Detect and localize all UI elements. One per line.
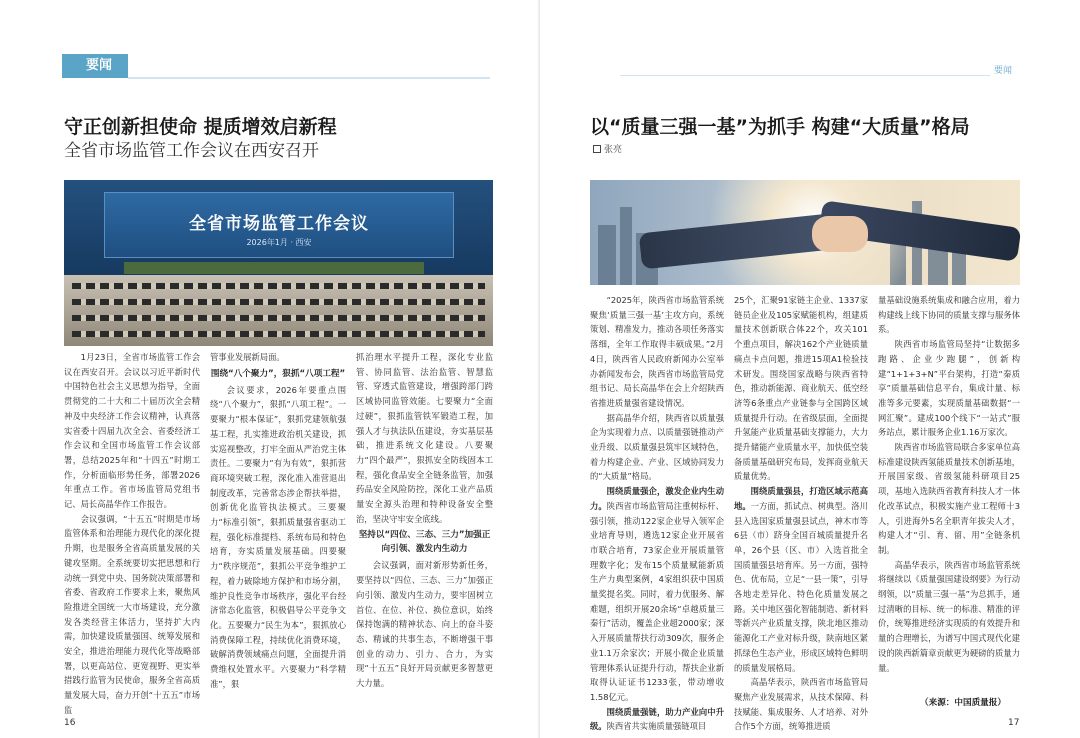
section-heading: 围绕“八个聚力”，狠抓“八项工程” bbox=[210, 368, 346, 379]
paragraph: 会议强调，面对新形势新任务，要坚持以“四位、三态、三力”加强正向引领、激发内生动力，要牢固树立首位、在位、补位、换位意识，始终保持饱满的精神状态、向上的奋斗姿态、精诚的共事生态，不断增强干事创业的动力、引力、合力，为实现“十五五”良好开局贡献更多智慧更大力量。 bbox=[356, 560, 493, 689]
header-rule-right bbox=[620, 75, 990, 76]
right-column-3 bbox=[878, 293, 1020, 693]
bold-lead: 围绕质量强链，助力产业向中升级。 bbox=[590, 706, 724, 732]
photo-banner-title: 全省市场监管工作会议 bbox=[189, 214, 369, 234]
header-rule bbox=[128, 77, 490, 79]
paragraph: 会议强调，“十五五”时期是市场监管体系和治理能力现代化的深化提升期，也是服务全省高质量发展的关键攻坚期。全系统要切实把思想和行动统一到党中央、国务院决策部署和省委、省政府工作要求上来，聚焦风险推进全国统一大市场建设，充分激发各类经营主体活力，坚持扩大内需，加快建设质量强国、统筹发展和安全，推进治理能力现代化等战略部署，以更高站位、更宽视野、更实举措践行监管为民使命，服务全省高质量发展大局，奋力开创“十五五”市场监 bbox=[64, 513, 200, 715]
page-number-right: 17 bbox=[1008, 718, 1020, 728]
section-tab: 要闻 bbox=[62, 54, 128, 78]
paragraph: 会议要求，2026年要重点围绕“八个聚力”，狠抓“八项工程”。一要聚力“根本保证”，狠抓党建领航强基工程，扎实推进政治机关建设，抓实巡视整改，打牢全面从严治党主体责任。二要聚力“有为有效”，狠抓营商环境突破工程，深化准入准营退出制度改革，完善常态涉企帮扶举措，创新优化监管执法模式。三要聚力“标准引领”，狠抓质量强省驱动工程，强化标准提档、系统布局和特色培育，夯实质量发展基础。四要聚力“秩序规范”，狠抓公平竞争维护工程，着力破除地方保护和市场分割，维护良性竞争市场秩序，强化平台经济常态化监管，积极倡导公平竞争文化。五要聚力“民生为本”，狠抓放心消费保障工程，持续优化消费环境，破解消费领域痛点问题，全面提升消费维权处置水平。六要聚力“科学精准”，狠 bbox=[210, 384, 346, 689]
photo-banner-date: 2026年1月 · 西安 bbox=[246, 238, 312, 247]
running-head: 要闻 bbox=[994, 66, 1013, 76]
paragraph: 管事业发展新局面。 bbox=[210, 352, 285, 362]
paragraph: 据高晶华介绍，陕西省以质量强企为实现着力点、以质量强链推动产业升级、以质量强县筑牢区域特色，着力构建企业、产业、区域协同发力的“大质量”格局。 bbox=[590, 412, 724, 482]
article-title-right: 以“质量三强一基”为抓手 构建“大质量”格局 bbox=[590, 116, 970, 138]
conference-photo bbox=[64, 180, 493, 346]
handshake bbox=[812, 216, 868, 252]
photo-stage bbox=[64, 180, 493, 275]
source-credit: （来源：中国质量报） bbox=[920, 698, 1006, 708]
photo-audience bbox=[64, 275, 493, 346]
article-subtitle: 全省市场监管工作会议在西安召开 bbox=[64, 141, 319, 161]
paragraph: 量基础设施系统集成和融合应用，着力构建线上线下协同的质量支撑与服务体系。 bbox=[878, 295, 1020, 335]
bold-lead: 围绕质量强县，打造区域示范高地。 bbox=[734, 486, 868, 511]
right-column-1: “2025年，陕西省市场监管系统聚焦‘质量三强一基’主攻方向，系统策划、精准发力，推动各项任务落实落细，全年工作取得丰硕成果。”2月4日，陕西省人民政府新闻办公室举办新闻发布会，陕西省市场监管局党组书记、局长高晶华在会上介绍陕西省推进质量强省建设情况。 据高晶华介绍，陕西省以质量强企为实现着力点、以质量强链推动产业升级、以质量强县筑牢区域特色，着力构建企业、产业、区域协同发力的“大质量”格局。 围绕质量强企，激发企业内生动力。陕西省市场监管局注重树标杆、强引领，推动122家企业导入领军企业培育导则，遴选12家企业开展省市联合培育，73家企业开展质量管理数字化；发布15个质量赋能新质生产力典型案例，4家组织获中国质量奖提名奖。同时，着力优服务、解难题，组织开展20余场“卓越质量三秦行”活动，覆盖企业超2000家；深入开展质量帮扶行动309次，服务企业1.1万余家次；开展小微企业质量管理体系认证提升行动，帮扶企业新取得认证证书1233张，带动增收1.58亿元。 围绕质量强链，助力产业向中升级。陕西省共实施质量强链项目 bbox=[590, 295, 724, 732]
paragraph: 高晶华表示，陕西省市场监管局聚焦产业发展需求，从技术保障、科技赋能、集成服务、人才培养、对外合作5个方面，统筹推进质 bbox=[734, 677, 868, 732]
right-column-2: 25个，汇聚91家链主企业、1337家链员企业及105家赋能机构，组建质量技术创新联合体22个，攻关101个重点项目，解决162个产业链质量痛点卡点问题，推进15项A1检验技术研发。围绕国家战略与陕西省特色，推动新能源、商业航天、低空经济等6条重点产业链参与全国跨区域质量提升行动。在省级层面，全面提升氢能产业质量基础支撑能力，大力提升储能产业质量水平，加快低空装备质量基础研究布局，发挥商业航天质量优势。 围绕质量强县，打造区域示范高地。一方面，抓试点、树典型。洛川县入选国家质量强县试点，神木市等6县（市）跻身全国百城质量提升名单，26个县（区、市）入选首批全国质量强县培育库。另一方面，强特色、优布局，立足“一县一策”，引导各地走差异化、特色化质量发展之路。关中地区强化智能制造、新材料等新兴产业质量支撑，陕北地区推动能源化工产业对标升级，陕南地区紧抓绿色生态产业，形成区域特色鲜明的质量发展格局。 高晶华表示，陕西省市场监管局聚焦产业发展需求，从技术保障、科技赋能、集成服务、人才培养、对外合作5个方面，统筹推进质 bbox=[734, 293, 868, 713]
handshake-photo bbox=[590, 180, 1020, 285]
paragraph: 陕西省市场监管局联合多家单位高标准建设陕西氢能质量技术创新基地，开展国家级、省级氢能科研项目25项，基地入选陕西省教育科技人才一体化改革试点，积极实施产业工程师十3人，引进海外5名全职青年拔尖人才，构建人才“引、育、留、用”全链条机制。 bbox=[878, 442, 1020, 555]
paragraph: 陕西省市场监管局坚持“让数据多跑路、企业少跑腿”，创新构建“1+1+3+N”平台架构，打造“秦质享”质量基础信息平台，集成计量、标准等多元要素，实现质量基础数据“一网汇聚”。建成100个线下“一站式”服务站点，累计服务企业1.16万家次。 bbox=[878, 339, 1020, 438]
byline-box-icon bbox=[593, 145, 601, 153]
article-title: 守正创新担使命 提质增效启新程 bbox=[64, 116, 337, 138]
bold-lead: 围绕质量强企，激发企业内生动力。 bbox=[590, 486, 724, 511]
page-number-left: 16 bbox=[64, 718, 76, 728]
section-heading: 坚持以“四位、三态、三力”加强正向引领、激发内生动力 bbox=[358, 530, 491, 555]
paragraph: 25个，汇聚91家链主企业、1337家链员企业及105家赋能机构，组建质量技术创新联合体22个，攻关101个重点项目，解决162个产业链质量痛点卡点问题，推进15项A1检验技术研发。围绕国家战略与陕西省特色，推动新能源、商业航天、低空经济等6条重点产业链参与全国跨区域质量提升行动。在省级层面，全面提升氢能产业质量基础支撑能力，大力提升储能产业质量水平，加快低空装备质量基础研究布局，发挥商业航天质量优势。 bbox=[734, 295, 868, 482]
photo-dais bbox=[124, 262, 424, 274]
left-column-2 bbox=[210, 350, 346, 710]
author-name: 张亮 bbox=[604, 145, 623, 155]
paragraph: 抓治理水平提升工程，深化专业监管、协同监管、法治监管、智慧监管、穿透式监管建设，增强跨部门跨区域协同监管效能。七要聚力“全面过硬”，狠抓监管铁军锻造工程，加强人才与执法队伍建设，夯实基层基础，推进系统文化建设。八要聚力“四个最严”，狠抓安全防线固本工程，强化食品安全全链条监管，加强药品安全风险防控，深化工业产品质量安全源头治理和特种设备安全整治，坚决守牢安全底线。 bbox=[356, 352, 493, 524]
paragraph: 1月23日，全省市场监管工作会议在西安召开。会议以习近平新时代中国特色社会主义思想为指导，全面贯彻党的二十大和二十届历次全会精神及中央经济工作会议精神，认真落实省委十四届九次全会、省委经济工作会议和全国市场监管工作会议部署，总结2025年和“十四五”时期工作，分析面临形势任务，部署2026年重点工作。省市场监管局党组书记、局长高晶华作工作报告。 bbox=[64, 352, 200, 510]
paragraph: 高晶华表示，陕西省市场监管系统将继续以《质量强国建设纲要》为行动纲领，以“质量三强一基”为总抓手，通过清晰的目标、统一的标准、精准的评价，统筹推进经济实现质的有效提升和量的合理增长，为谱写中国式现代化建设的陕西新篇章贡献更为硬磅的质量力量。 bbox=[878, 559, 1020, 673]
author-byline bbox=[593, 142, 622, 155]
paragraph: “2025年，陕西省市场监管系统聚焦‘质量三强一基’主攻方向，系统策划、精准发力，推动各项任务落实落细，全年工作取得丰硕成果。”2月4日，陕西省人民政府新闻办公室举办新闻发布会，陕西省市场监管局党组书记、局长高晶华在会上介绍陕西省推进质量强省建设情况。 bbox=[590, 295, 724, 408]
photo-banner bbox=[104, 192, 454, 258]
left-column-3 bbox=[356, 350, 493, 710]
left-column-1 bbox=[64, 350, 200, 715]
